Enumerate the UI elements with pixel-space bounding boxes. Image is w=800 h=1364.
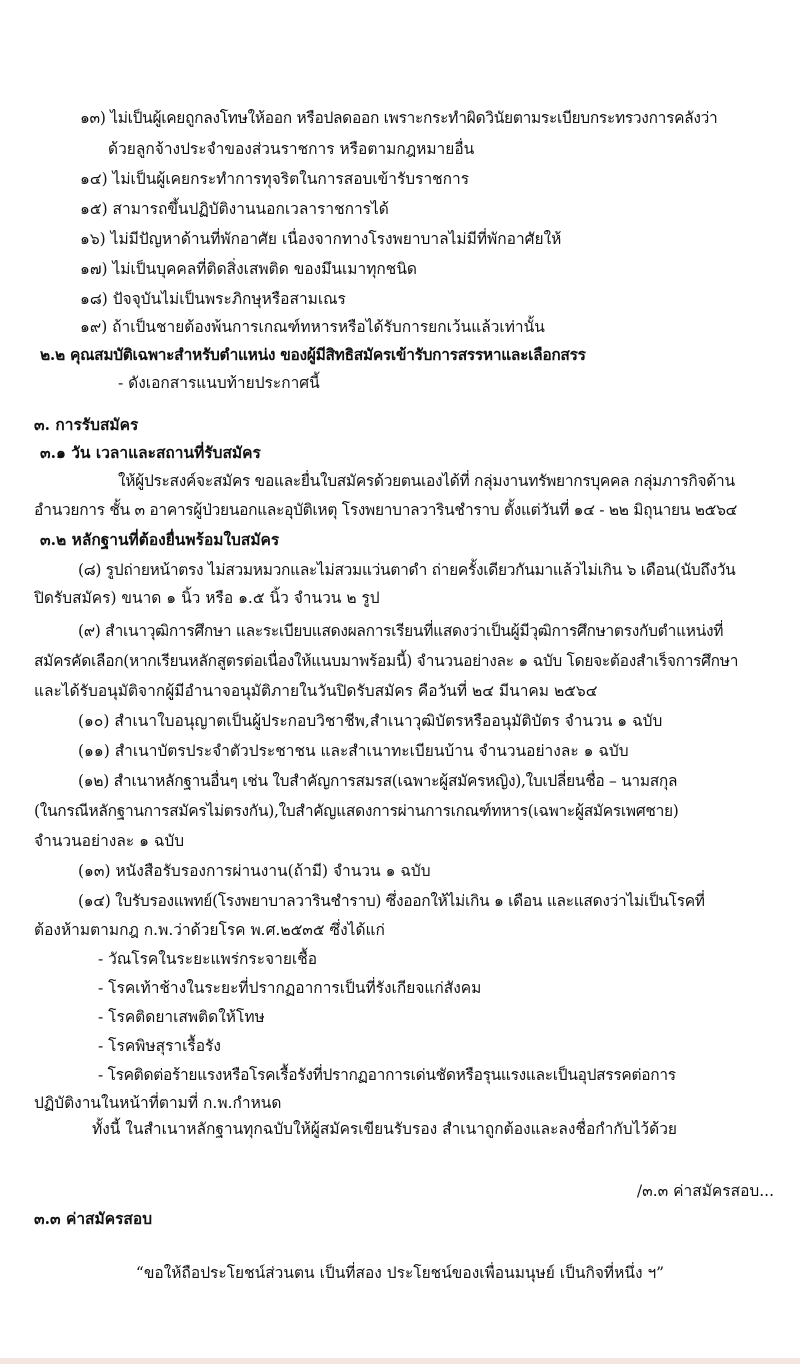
document-8-line2: ปิดรับสมัคร) ขนาด ๑ นิ้ว หรือ ๑.๕ นิ้ว จำนวน ๒ รูป xyxy=(34,589,380,607)
section-3-heading: ๓. การรับสมัคร xyxy=(34,415,139,434)
document-11: (๑๑) สำเนาบัตรประจำตัวประชาชน และสำเนาทะเบียนบ้าน จำนวนอย่างละ ๑ ฉบับ xyxy=(78,742,629,760)
disease-item-3: - โรคติดยาเสพติดให้โทษ xyxy=(98,1008,265,1026)
continued-marker: /๓.๓ ค่าสมัครสอบ... xyxy=(636,1182,774,1200)
qualification-18: ๑๘) ปัจจุบันไม่เป็นพระภิกษุหรือสามเณร xyxy=(80,290,346,308)
document-12-line2: (ในกรณีหลักฐานการสมัครไม่ตรงกัน),ใบสำคัญแสดงการผ่านการเกณฑ์ทหาร(เฉพาะผู้สมัครเพศชาย) xyxy=(34,802,679,820)
qualification-14: ๑๔) ไม่เป็นผู้เคยกระทำการทุจริตในการสอบเข้ารับราชการ xyxy=(80,170,470,188)
section-3-2-heading: ๓.๒ หลักฐานที่ต้องยื่นพร้อมใบสมัคร xyxy=(40,530,280,549)
disease-item-5-line2: ปฏิบัติงานในหน้าที่ตามที่ ก.พ.กำหนด xyxy=(34,1094,282,1112)
disease-item-5-line1: - โรคติดต่อร้ายแรงหรือโรคเรื้อรังที่ปรากฏอาการเด่นชัดหรือรุนแรงและเป็นอุปสรรคต่อการ xyxy=(98,1066,676,1084)
qualification-16: ๑๖) ไม่มีปัญหาด้านที่พักอาศัย เนื่องจากทางโรงพยาบาลไม่มีที่พักอาศัยให้ xyxy=(80,230,562,248)
qualification-13-cont: ด้วยลูกจ้างประจำของส่วนราชการ หรือตามกฎหมายอื่น xyxy=(108,140,475,158)
document-14-line2: ต้องห้ามตามกฎ ก.พ.ว่าด้วยโรค พ.ศ.๒๕๓๕ ซึ่งได้แก่ xyxy=(34,921,385,939)
document-13: (๑๓) หนังสือรับรองการผ่านงาน(ถ้ามี) จำนวน ๑ ฉบับ xyxy=(78,862,431,880)
disease-item-2: - โรคเท้าช้างในระยะที่ปรากฏอาการเป็นที่รังเกียจแก่สังคม xyxy=(98,979,482,997)
section-2-2-text: - ดังเอกสารแนบท้ายประกาศนี้ xyxy=(118,374,320,392)
page-bottom-edge xyxy=(0,1358,800,1364)
document-9-line2: สมัครคัดเลือก(หากเรียนหลักสูตรต่อเนื่องให้แนบมาพร้อมนี้) จำนวนอย่างละ ๑ ฉบับ โดยจะต้องสำเร็จการศึกษา xyxy=(34,652,739,670)
disease-item-4: - โรคพิษสุราเรื้อรัง xyxy=(98,1037,221,1055)
section-2-2-heading: ๒.๒ คุณสมบัติเฉพาะสำหรับตำแหน่ง ของผู้มีสิทธิสมัครเข้ารับการสรรหาและเลือกสรร xyxy=(40,345,586,364)
document-10: (๑๐) สำเนาใบอนุญาตเป็นผู้ประกอบวิชาชีพ,สำเนาวุฒิบัตรหรืออนุมัติบัตร จำนวน ๑ ฉบับ xyxy=(78,712,663,730)
document-14-line1: (๑๔) ใบรับรองแพทย์(โรงพยาบาลวารินชำราบ) ซึ่งออกให้ไม่เกิน ๑ เดือน และแสดงว่าไม่เป็นโรคที่ xyxy=(78,892,705,910)
section-3-3-heading: ๓.๓ ค่าสมัครสอบ xyxy=(34,1209,153,1228)
section-3-1-line1: ให้ผู้ประสงค์จะสมัคร ขอและยื่นใบสมัครด้วยตนเองได้ที่ กลุ่มงานทรัพยากรบุคคล กลุ่มภารกิจด้าน xyxy=(118,472,735,490)
document-8-line1: (๘) รูปถ่ายหน้าตรง ไม่สวมหมวกและไม่สวมแว่นตาดำ ถ่ายครั้งเดียวกันมาแล้วไม่เกิน ๖ เดือน(นับถึงวัน xyxy=(78,561,736,579)
document-12-line1: (๑๒) สำเนาหลักฐานอื่นๆ เช่น ใบสำคัญการสมรส(เฉพาะผู้สมัครหญิง),ใบเปลี่ยนชื่อ – นามสกุล xyxy=(78,772,678,790)
footer-motto: “ขอให้ถือประโยชน์ส่วนตน เป็นที่สอง ประโยชน์ของเพื่อนมนุษย์ เป็นกิจที่หนึ่ง ฯ” xyxy=(135,1264,665,1282)
document-12-line3: จำนวนอย่างละ ๑ ฉบับ xyxy=(34,832,185,850)
qualification-13: ๑๓) ไม่เป็นผู้เคยถูกลงโทษให้ออก หรือปลดออก เพราะกระทำผิดวินัยตามระเบียบกระทรวงการคลังว่า xyxy=(80,109,718,127)
section-3-1-heading: ๓.๑ วัน เวลาและสถานที่รับสมัคร xyxy=(40,443,261,462)
qualification-17: ๑๗) ไม่เป็นบุคคลที่ติดสิ่งเสพติด ของมึนเมาทุกชนิด xyxy=(80,260,417,278)
disease-item-1: - วัณโรคในระยะแพร่กระจายเชื้อ xyxy=(98,950,318,968)
document-9-line3: และได้รับอนุมัติจากผู้มีอำนาจอนุมัติภายในวันปิดรับสมัคร คือวันที่ ๒๔ มีนาคม ๒๕๖๔ xyxy=(34,682,598,700)
qualification-15: ๑๕) สามารถขึ้นปฏิบัติงานนอกเวลาราชการได้ xyxy=(80,200,389,218)
section-3-1-line2: อำนวยการ ชั้น ๓ อาคารผู้ป่วยนอกและอุบัติเหตุ โรงพยาบาลวารินชำราบ ตั้งแต่วันที่ ๑๔ - ๒๒ มิถุนายน ๒๕๖๔ xyxy=(34,501,738,519)
certify-note: ทั้งนี้ ในสำเนาหลักฐานทุกฉบับให้ผู้สมัครเขียนรับรอง สำเนาถูกต้องและลงชื่อกำกับไว้ด้วย xyxy=(92,1120,677,1138)
qualification-19: ๑๙) ถ้าเป็นชายต้องพ้นการเกณฑ์ทหารหรือได้รับการยกเว้นแล้วเท่านั้น xyxy=(80,318,545,336)
document-9-line1: (๙) สำเนาวุฒิการศึกษา และระเบียบแสดงผลการเรียนที่แสดงว่าเป็นผู้มีวุฒิการศึกษาตรงกับตำแหน่งที่ xyxy=(78,622,724,640)
